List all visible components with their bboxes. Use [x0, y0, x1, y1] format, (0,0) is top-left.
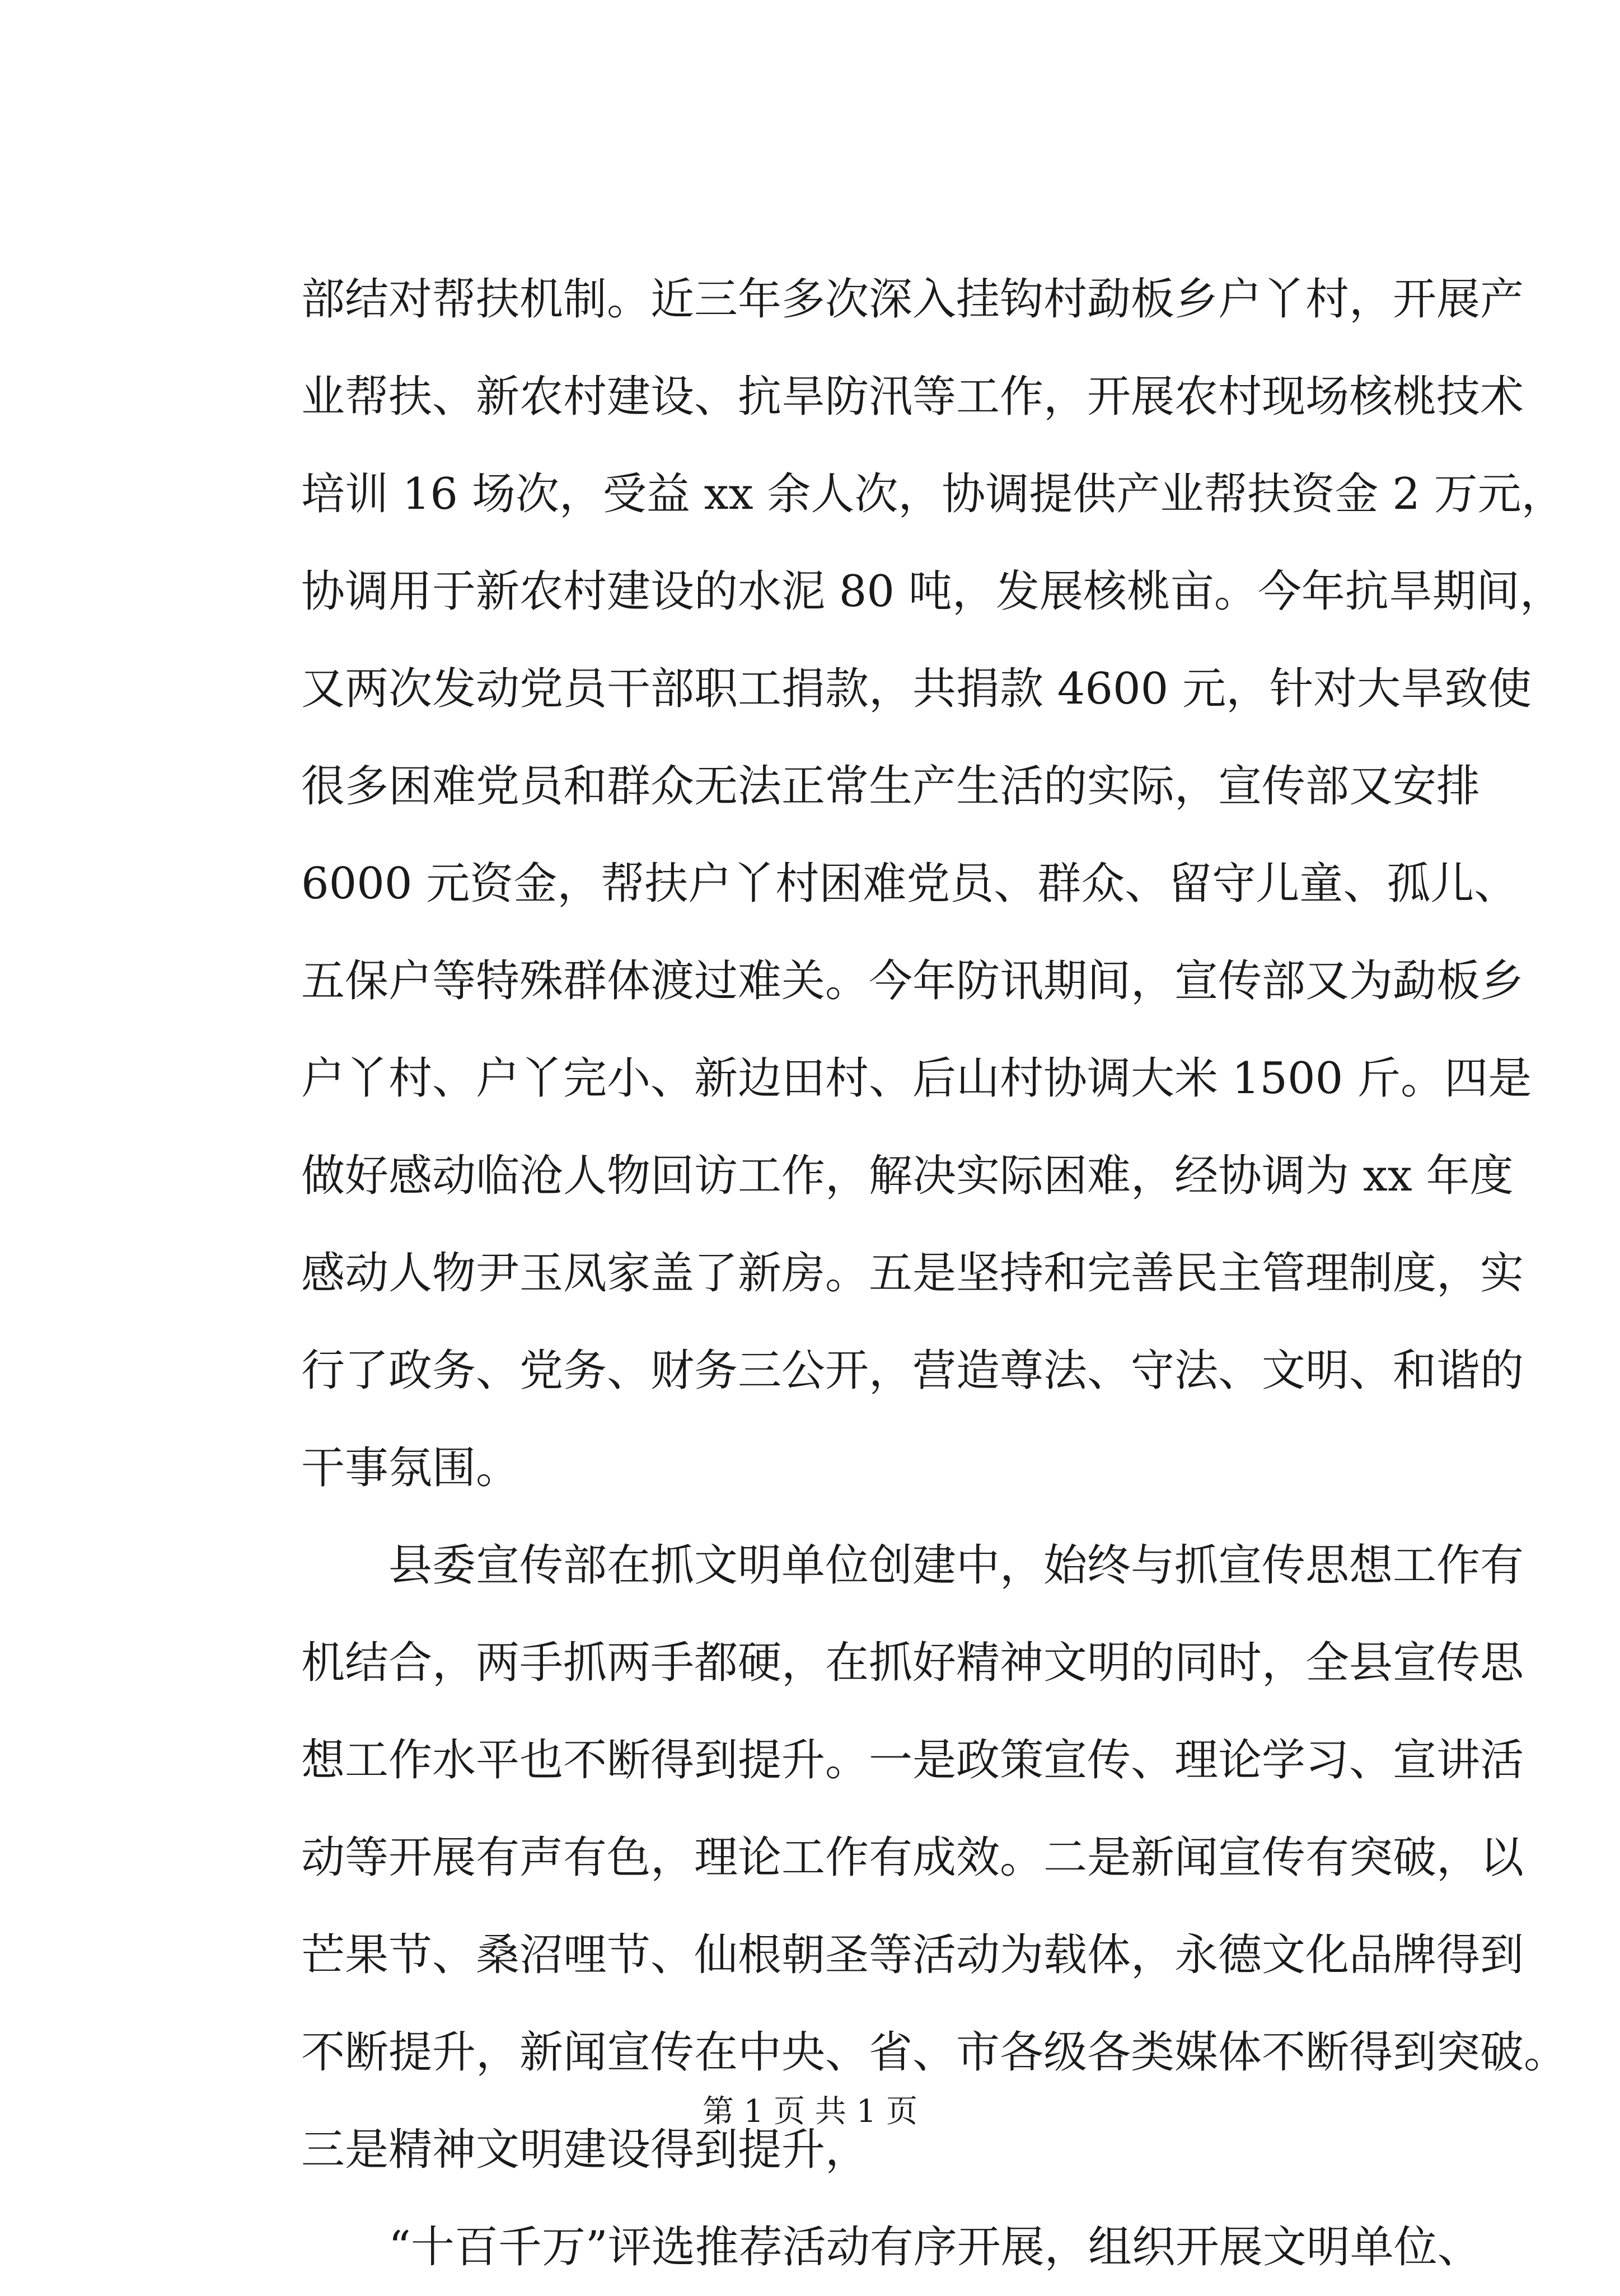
- text-line: 县委宣传部在抓文明单位创建中，始终与抓宣传思想工作有: [388, 1540, 1524, 1591]
- text-line: “十百千万”评选推荐活动有序开展，组织开展文明单位、: [388, 2222, 1481, 2272]
- text-line: 五保户等特殊群体渡过难关。今年防讯期间，宣传部又为勐板乡: [301, 956, 1524, 1006]
- text-line: 感动人物尹玉凤家盖了新房。五是坚持和完善民主管理制度，实: [301, 1248, 1524, 1299]
- text-line: 培训 16 场次，受益 xx 余人次，协调提供产业帮扶资金 2 万元，: [301, 469, 1565, 519]
- paragraph: [301, 251, 1565, 1517]
- text-line: 干事氛围。: [301, 1443, 520, 1493]
- text-line: 协调用于新农村建设的水泥 80 吨，发展核桃亩。今年抗旱期间，: [301, 566, 1563, 617]
- paragraph: [301, 2199, 1481, 2296]
- text-line: 做好感动临沧人物回访工作，解决实际困难，经协调为 xx 年度: [301, 1151, 1514, 1201]
- text-line: 动等开展有声有色，理论工作有成效。二是新闻宣传有突破，以: [301, 1833, 1524, 1883]
- text-line: 又两次发动党员干部职工捐款，共捐款 4600 元，针对大旱致使: [301, 664, 1532, 714]
- text-line: 三是精神文明建设得到提升，: [301, 2125, 869, 2175]
- text-line: 不断提升，新闻宣传在中央、省、市各级各类媒体不断得到突破。: [301, 2027, 1568, 2078]
- text-line: 户丫村、户丫完小、新边田村、后山村协调大米 1500 斤。四是: [301, 1053, 1532, 1104]
- text-line: 芒果节、桑沼哩节、仙根朝圣等活动为载体，永德文化品牌得到: [301, 1930, 1524, 1980]
- text-line: 想工作水平也不断得到提升。一是政策宣传、理论学习、宣讲活: [301, 1735, 1524, 1786]
- page-footer: 第 1 页 共 1 页: [702, 2093, 918, 2130]
- text-line: 机结合，两手抓两手都硬，在抓好精神文明的同时，全县宣传思: [301, 1638, 1524, 1688]
- document-body: [301, 251, 1568, 2296]
- text-line: 6000 元资金，帮扶户丫村困难党员、群众、留守儿童、孤儿、: [301, 859, 1518, 909]
- text-line: 行了政务、党务、财务三公开，营造尊法、守法、文明、和谐的: [301, 1346, 1524, 1396]
- text-line: 部结对帮扶机制。近三年多次深入挂钩村勐板乡户丫村，开展产: [301, 274, 1524, 325]
- text-line: 很多困难党员和群众无法正常生产生活的实际，宣传部又安排: [301, 761, 1481, 812]
- text-line: 业帮扶、新农村建设、抗旱防汛等工作，开展农村现场核桃技术: [301, 372, 1524, 422]
